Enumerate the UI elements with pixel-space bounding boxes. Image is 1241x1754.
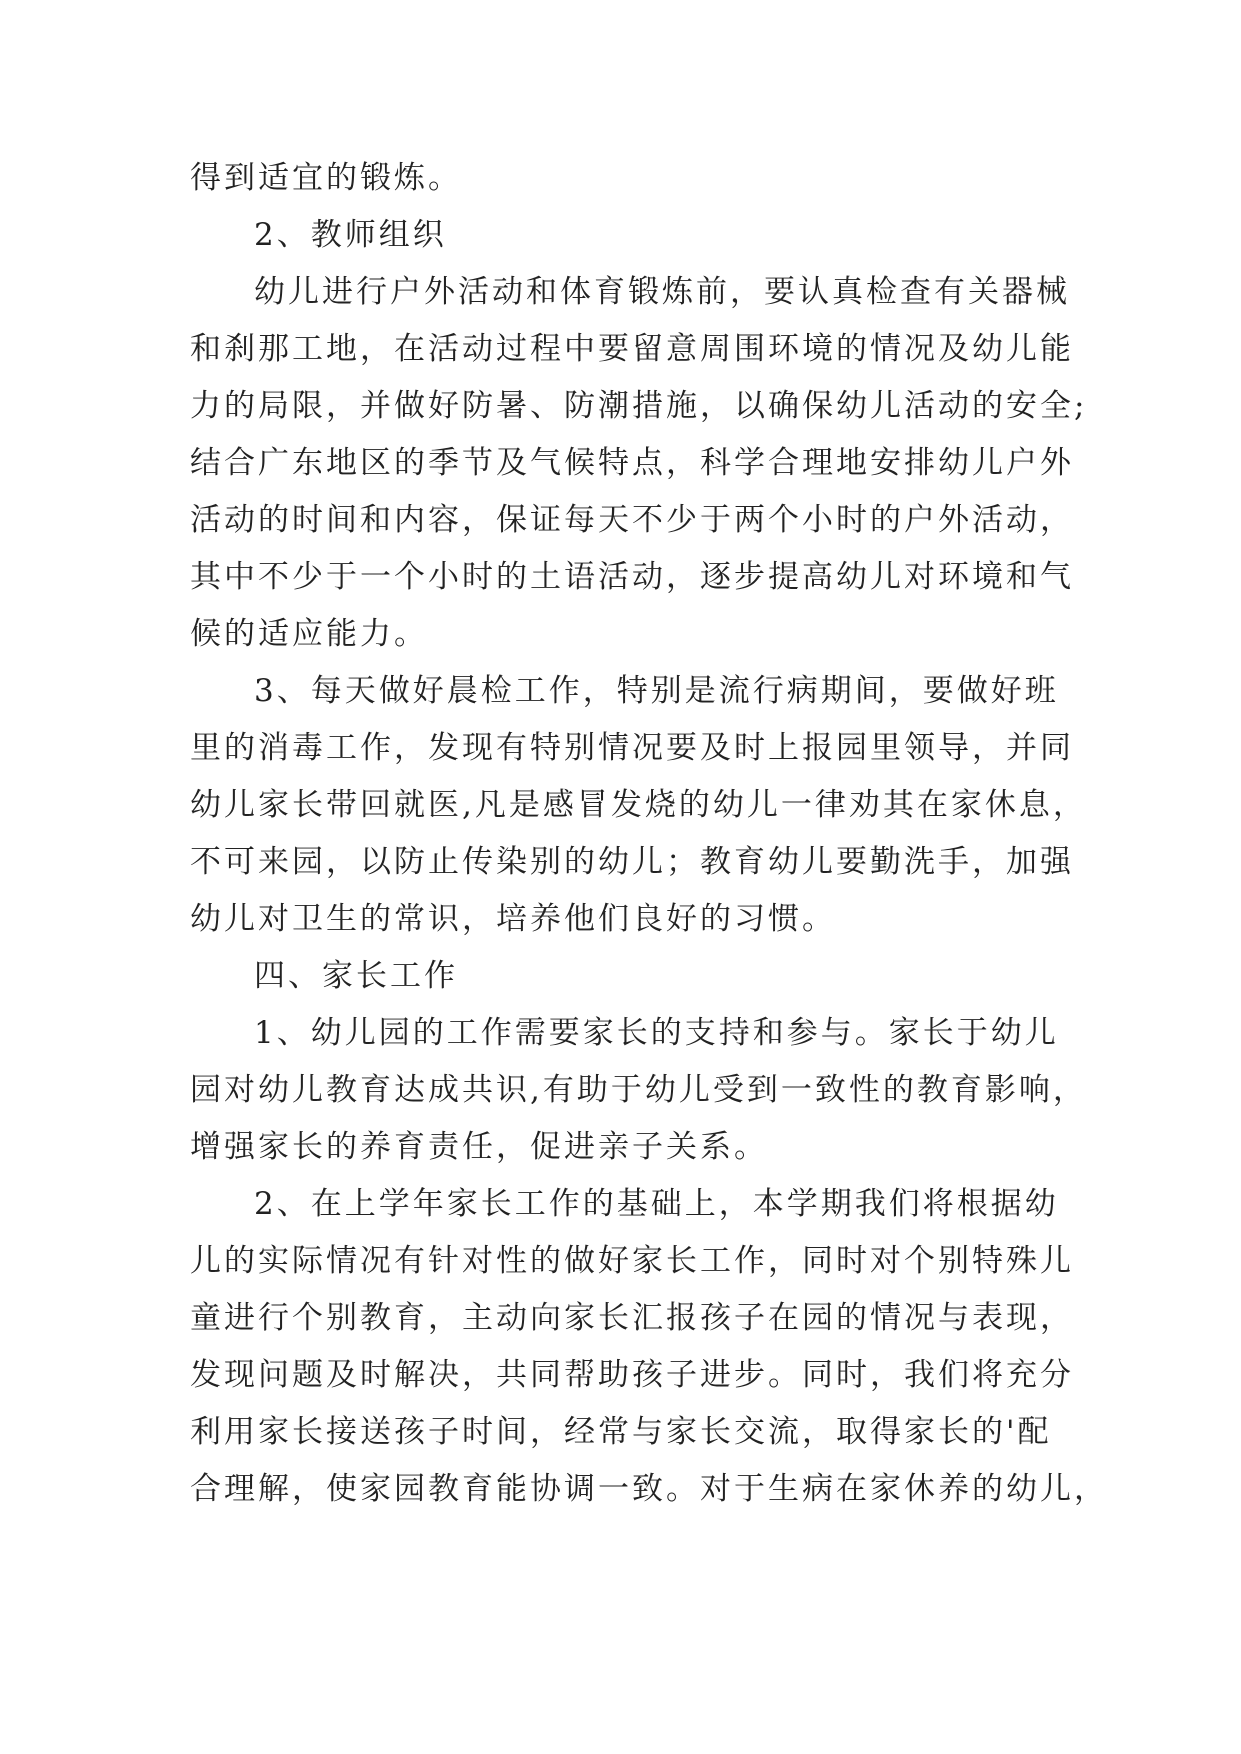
text-line: 其中不少于一个小时的土语活动，逐步提高幼儿对环境和气 bbox=[190, 559, 1074, 595]
text-line: 童进行个别教育，主动向家长汇报孩子在园的情况与表现， bbox=[190, 1300, 1074, 1336]
text-line: 2、在上学年家长工作的基础上，本学期我们将根据幼 bbox=[254, 1186, 1059, 1222]
text-line: 增强家长的养育责任，促进亲子关系。 bbox=[190, 1129, 768, 1165]
section-heading: 2、教师组织 bbox=[254, 217, 447, 253]
text-line: 幼儿对卫生的常识，培养他们良好的习惯。 bbox=[190, 901, 836, 937]
text-line: 利用家长接送孩子时间，经常与家长交流，取得家长的'配 bbox=[190, 1414, 1052, 1450]
text-line: 幼儿进行户外活动和体育锻炼前，要认真检查有关器械 bbox=[254, 274, 1070, 310]
text-line: 和刹那工地，在活动过程中要留意周围环境的情况及幼儿能 bbox=[190, 331, 1074, 367]
text-line: 候的适应能力。 bbox=[190, 616, 428, 652]
text-line: 幼儿家长带回就医,凡是感冒发烧的幼儿一律劝其在家休息， bbox=[190, 787, 1087, 823]
section-heading: 四、家长工作 bbox=[254, 958, 458, 994]
text-line: 发现问题及时解决，共同帮助孩子进步。同时，我们将充分 bbox=[190, 1357, 1074, 1393]
text-line: 力的局限，并做好防暑、防潮措施，以确保幼儿活动的安全; bbox=[190, 388, 1088, 424]
text-line: 园对幼儿教育达成共识,有助于幼儿受到一致性的教育影响， bbox=[190, 1072, 1087, 1108]
text-line: 活动的时间和内容，保证每天不少于两个小时的户外活动， bbox=[190, 502, 1074, 538]
text-line: 得到适宜的锻炼。 bbox=[190, 160, 462, 196]
text-line: 合理解，使家园教育能协调一致。对于生病在家休养的幼儿， bbox=[190, 1471, 1108, 1507]
text-line: 不可来园，以防止传染别的幼儿；教育幼儿要勤洗手，加强 bbox=[190, 844, 1074, 880]
text-line: 1、幼儿园的工作需要家长的支持和参与。家长于幼儿 bbox=[254, 1015, 1059, 1051]
text-line: 结合广东地区的季节及气候特点，科学合理地安排幼儿户外 bbox=[190, 445, 1074, 481]
text-line: 3、每天做好晨检工作，特别是流行病期间，要做好班 bbox=[254, 673, 1059, 709]
text-line: 儿的实际情况有针对性的做好家长工作，同时对个别特殊儿 bbox=[190, 1243, 1074, 1279]
text-line: 里的消毒工作，发现有特别情况要及时上报园里领导，并同 bbox=[190, 730, 1074, 766]
